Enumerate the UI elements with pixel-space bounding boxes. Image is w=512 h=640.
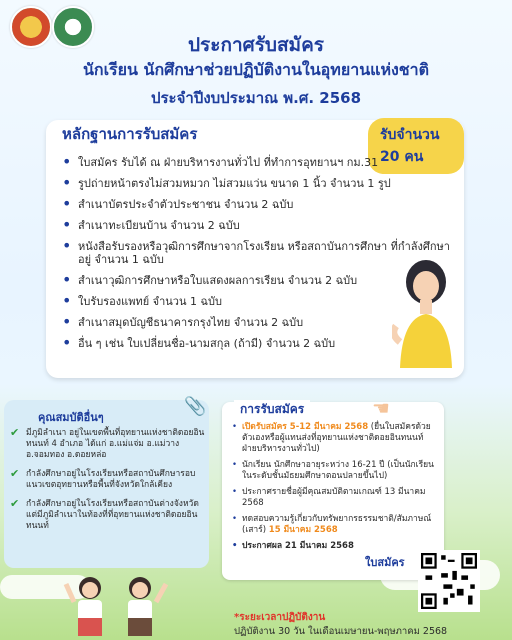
list-item: • ใบรับรองแพทย์ จำนวน 1 ฉบับ <box>56 295 456 308</box>
pointing-hand-icon: ☚ <box>372 396 390 420</box>
paperclip-icon: 📎 <box>184 396 207 417</box>
list-item <box>10 428 206 461</box>
qualification-text: มีภูมิลำเนา อยู่ในเขตพื้นที่อุทยานแห่งชาติดอยอินทนนท์ 4 อำเภอ ได้แก่ อ.แม่แจ่ม อ.แม่วาง อ.จอมทอง อ.ดอยหล่อ <box>26 428 205 460</box>
list-item: • ประกาศรายชื่อผู้มีคุณสมบัติตามเกณฑ์ 13 มีนาคม 2568 <box>230 487 438 509</box>
requirements-heading: หลักฐานการรับสมัคร <box>62 125 198 143</box>
qualifications-card <box>4 396 209 568</box>
check-icon: ✔ <box>10 497 20 510</box>
work-period-label: *ระยะเวลาปฏิบัติงาน <box>234 612 326 623</box>
list-item <box>230 422 438 455</box>
qualifications-heading: คุณสมบัติอื่นๆ <box>38 411 104 424</box>
list-item <box>10 469 206 491</box>
students-illustration <box>62 572 172 636</box>
check-icon: ✔ <box>10 426 20 439</box>
title-line-1: ประกาศรับสมัคร <box>187 34 324 56</box>
application-list <box>230 422 438 557</box>
qr-code[interactable] <box>418 550 480 612</box>
list-item <box>10 499 206 532</box>
list-item: • อื่น ๆ เช่น ใบเปลี่ยนชื่อ-นามสกุล (ถ้ามี) จำนวน 2 ฉบับ <box>56 337 456 350</box>
list-item <box>230 514 438 536</box>
title-line-3: ประจำปีงบประมาณ พ.ศ. 2568 <box>150 89 362 107</box>
work-period-text: ปฏิบัติงาน 30 วัน ในเดือนเมษายน-พฤษภาคม 2568 <box>234 626 448 637</box>
application-form-label: ใบสมัคร <box>362 552 408 572</box>
list-item: • สำเนาวุฒิการศึกษาหรือใบแสดงผลการเรียน จำนวน 2 ฉบับ <box>56 274 456 287</box>
list-item: • ใบสมัคร รับได้ ณ ฝ่ายบริหารงานทั่วไป ที่ทำการอุทยานฯ กม.31 <box>56 156 456 169</box>
list-item: • สำเนาทะเบียนบ้าน จำนวน 2 ฉบับ <box>56 219 456 232</box>
list-item: • สำเนาบัตรประจำตัวประชาชน จำนวน 2 ฉบับ <box>56 198 456 211</box>
list-item: • นักเรียน นักศึกษาอายุระหว่าง 16-21 ปี (เป็นนักเรียนในระดับชั้นมัธยมศึกษาตอนปลายขึ้นไป) <box>230 460 438 482</box>
application-card <box>222 402 444 580</box>
title-line-2: นักเรียน นักศึกษาช่วยปฏิบัติงานในอุทยานแห่งชาติ <box>82 60 430 79</box>
open-date-note: (ยื่นใบสมัครด้วยตัวเองหรือผู้แทนส่งที่อุทยานแห่งชาติดอยอินทนนท์ ฝ่ายบริหารงานทั่วไป) <box>242 422 431 454</box>
application-heading: การรับสมัคร <box>234 400 310 419</box>
test-text: ทดสอบความรู้เกี่ยวกับทรัพยากรธรรมชาติ/สัมภาษณ์ (เสาร์) <box>242 514 432 535</box>
open-date: เปิดรับสมัคร 5-12 มีนาคม 2568 <box>242 422 369 432</box>
test-date: 15 มีนาคม 2568 <box>268 525 338 535</box>
list-item: • รูปถ่ายหน้าตรงไม่สวมหมวก ไม่สวมแว่น ขนาด 1 นิ้ว จำนวน 1 รูป <box>56 177 456 190</box>
quota-badge: รับจำนวน 20 คน <box>368 118 464 174</box>
qualification-text: กำลังศึกษาอยู่ในโรงเรียนหรือสถาบันต่างจังหวัด แต่มีภูมิลำเนาในท้องที่ที่อุทยานแห่งชาติดอยอินทนนท์ <box>26 499 199 531</box>
check-icon: ✔ <box>10 467 20 480</box>
qualifications-list <box>10 428 206 540</box>
list-item: • สำเนาสมุดบัญชีธนาคารกรุงไทย จำนวน 2 ฉบับ <box>56 316 456 329</box>
girl-illustration <box>392 256 460 368</box>
qualification-text: กำลังศึกษาอยู่ในโรงเรียนหรือสถาบันศึกษารอบแนวเขตอุทยานหรือพื้นที่จังหวัดใกล้เคียง <box>26 469 196 490</box>
list-item: • หนังสือรับรองหรือวุฒิการศึกษาจากโรงเรียน หรือสถาบันการศึกษา ที่กำลังศึกษาอยู่ จำนวน 1 ฉบับ <box>56 240 456 266</box>
list-item: • ประกาศผล 21 มีนาคม 2568 <box>230 541 438 552</box>
